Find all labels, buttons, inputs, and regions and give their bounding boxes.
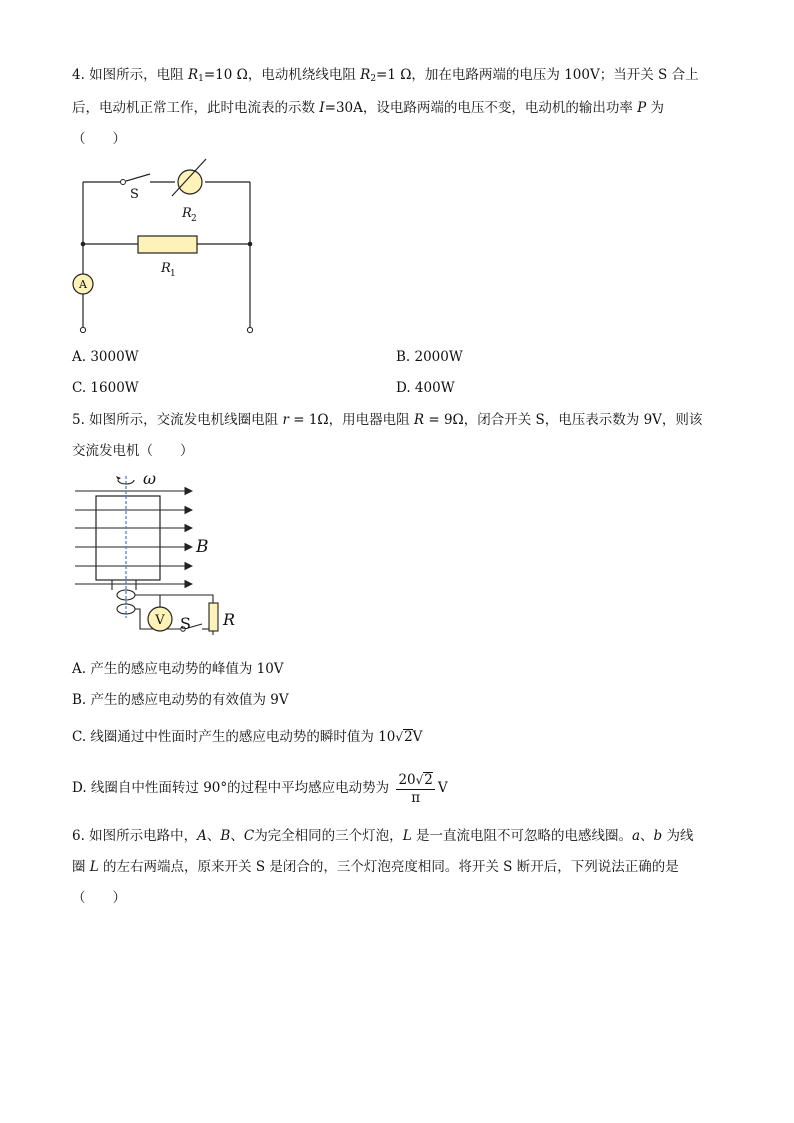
q5-stem-line1: 5. 如图所示，交流发电机线圈电阻 r = 1Ω，用电器电阻 R = 9Ω，闭合开关 S，电压表示数为 9V，则该 (72, 412, 703, 428)
q5-option-d[interactable]: D. 线圈自中性面转过 90°的过程中平均感应电动势为 $\frac{20√2}{\pi}$ V (72, 772, 448, 806)
svg-text:A: A (79, 278, 87, 291)
motor-icon (178, 170, 202, 194)
switch-label: S (130, 187, 139, 202)
q4-stem-line2: 后，电动机正常工作，此时电流表的示数 I=30A，设电路两端的电压不变，电动机的输出功率 P 为 (72, 100, 665, 116)
svg-text:R: R (161, 261, 171, 276)
terminal-right-icon (247, 327, 252, 332)
q4-answer-paren: （ ） (72, 131, 126, 147)
q4-option-b[interactable]: B. 2000W (396, 349, 463, 365)
omega-label: ω (143, 469, 157, 488)
q4-circuit-diagram (60, 150, 280, 340)
q6-answer-paren: （ ） (72, 890, 126, 906)
q5-option-b[interactable]: B. 产生的感应电动势的有效值为 9V (72, 692, 289, 708)
q5-option-a[interactable]: A. 产生的感应电动势的峰值为 10V (72, 661, 284, 677)
svg-text:R: R (182, 206, 192, 221)
q4-option-c[interactable]: C. 1600W (72, 380, 139, 396)
q6-stem-line2: 圈 L 的左右两端点，原来开关 S 是闭合的，三个灯泡亮度相同。将开关 S 断开后，下列说法正确的是 (72, 859, 679, 875)
q5-generator-diagram (70, 466, 270, 636)
fraction: $\frac{20√2}{\pi}$ (398, 772, 433, 806)
symbol-R2: R (360, 67, 371, 83)
q4-stem-line1: 4. 如图所示，电阻 $R_1=10$ Ω，电动机绕线电阻 $R_2=1$ Ω，加在电路两端的电压为 100V；当开关 S 合上 (72, 67, 699, 84)
switch-s-label: S (180, 614, 191, 633)
svg-text:1: 1 (170, 269, 176, 279)
q4-option-a[interactable]: A. 3000W (72, 349, 139, 365)
svg-text:2: 2 (191, 214, 197, 224)
q4-option-d[interactable]: D. 400W (396, 380, 455, 396)
resistor-r-label: R (223, 610, 236, 629)
terminal-left-icon (80, 327, 85, 332)
q5-option-c[interactable]: C. 线圈通过中性面时产生的感应电动势的瞬时值为 10√2V (72, 729, 423, 745)
symbol-R1: R (187, 67, 199, 83)
resistor-r1-icon (138, 236, 197, 253)
resistor-r-icon (209, 603, 218, 631)
switch-contact-icon (121, 180, 126, 185)
q6-stem-line1: 6. 如图所示电路中，A、B、C为完全相同的三个灯泡，L 是一直流电阻不可忽略的电感线圈。a、b 为线 (72, 828, 694, 844)
field-b-label: B (196, 537, 209, 557)
coil-frame-icon (96, 496, 160, 580)
svg-text:V: V (155, 613, 165, 628)
q5-stem-line2: 交流发电机（ ） (72, 443, 194, 459)
